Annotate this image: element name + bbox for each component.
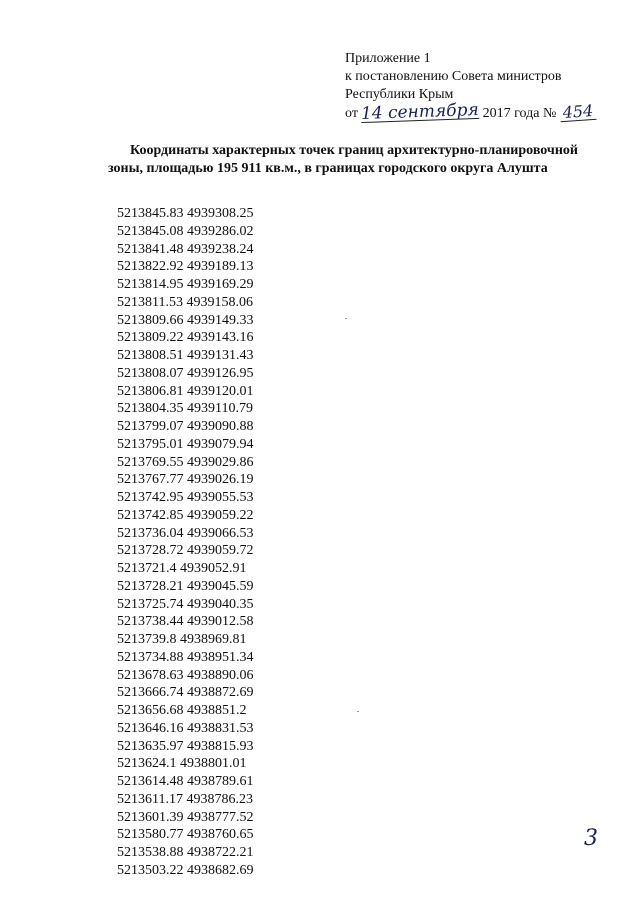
coordinates-list <box>117 205 254 880</box>
coordinate-row: 5213725.74 4939040.35 <box>117 596 254 612</box>
coordinate-row: 5213795.01 4939079.94 <box>117 436 254 452</box>
appendix-label: Приложение 1 <box>345 51 431 66</box>
coordinate-row: 5213769.55 4939029.86 <box>117 454 254 470</box>
coordinate-row: 5213635.97 4938815.93 <box>117 738 254 754</box>
coordinate-row: 5213811.53 4939158.06 <box>117 294 253 310</box>
coordinate-row: 5213624.1 4938801.01 <box>117 756 247 772</box>
coordinate-row: 5213809.66 4939149.33 <box>117 312 254 328</box>
coordinate-row: 5213742.95 4939055.53 <box>117 490 254 505</box>
year-and-number-label: 2017 года № <box>482 106 557 121</box>
scan-speck <box>345 318 347 319</box>
coordinate-row: 5213736.04 4939066.53 <box>117 525 254 541</box>
coordinate-row: 5213728.72 4939059.72 <box>117 543 254 559</box>
coordinate-row: 5213799.07 4939090.88 <box>117 419 254 434</box>
resolution-reference: к постановлению Совета министров <box>345 69 562 84</box>
coordinate-row: 5213721.4 4939052.91 <box>117 561 247 576</box>
republic-name: Республики Крым <box>345 87 454 102</box>
title-line-1: Координаты характерных точек границ архитектурно-планировочной <box>130 143 578 158</box>
coordinate-row: 5213611.17 4938786.23 <box>117 791 253 807</box>
handwritten-date: 14 сентября <box>361 99 480 125</box>
coordinate-row: 5213734.88 4938951.34 <box>117 649 254 665</box>
coordinate-row: 5213601.39 4938777.52 <box>117 809 254 825</box>
coordinate-row: 5213614.48 4938789.61 <box>117 774 254 789</box>
coordinate-row: 5213845.83 4939308.25 <box>117 206 254 221</box>
coordinate-row: 5213804.35 4939110.79 <box>117 401 253 417</box>
title-line-2: зоны, площадью 195 911 кв.м., в границах городского округа Алушта <box>108 161 548 176</box>
coordinate-row: 5213808.51 4939131.43 <box>117 348 254 363</box>
coordinate-row: 5213656.68 4938851.2 <box>117 703 247 718</box>
coordinate-row: 5213728.21 4939045.59 <box>117 578 254 594</box>
coordinate-row: 5213845.08 4939286.02 <box>117 223 254 239</box>
coordinate-row: 5213678.63 4938890.06 <box>117 667 254 683</box>
coordinate-row: 5213580.77 4938760.65 <box>117 827 254 843</box>
coordinate-row: 5213739.8 4938969.81 <box>117 632 247 647</box>
coordinate-row: 5213806.81 4939120.01 <box>117 383 254 399</box>
page-number: 3 <box>584 826 598 851</box>
document-title <box>108 142 608 178</box>
coordinate-row: 5213742.85 4939059.22 <box>117 507 254 523</box>
coordinate-row: 5213503.22 4938682.69 <box>117 862 254 878</box>
appendix-header <box>345 50 625 123</box>
coordinate-row: 5213841.48 4939238.24 <box>117 241 254 257</box>
coordinate-row: 5213666.74 4938872.69 <box>117 685 254 701</box>
coordinate-row: 5213822.92 4939189.13 <box>117 259 254 275</box>
coordinate-row: 5213538.88 4938722.21 <box>117 845 254 860</box>
date-prefix: от <box>345 106 358 121</box>
coordinate-row: 5213646.16 4938831.53 <box>117 720 254 736</box>
handwritten-number: 454 <box>559 103 596 122</box>
coordinate-row: 5213808.07 4939126.95 <box>117 365 254 381</box>
coordinate-row: 5213809.22 4939143.16 <box>117 330 254 346</box>
coordinate-row: 5213767.77 4939026.19 <box>117 472 254 488</box>
coordinate-row: 5213814.95 4939169.29 <box>117 277 254 292</box>
coordinate-row: 5213738.44 4939012.58 <box>117 614 254 630</box>
scan-speck <box>357 711 359 712</box>
date-line <box>345 99 625 125</box>
